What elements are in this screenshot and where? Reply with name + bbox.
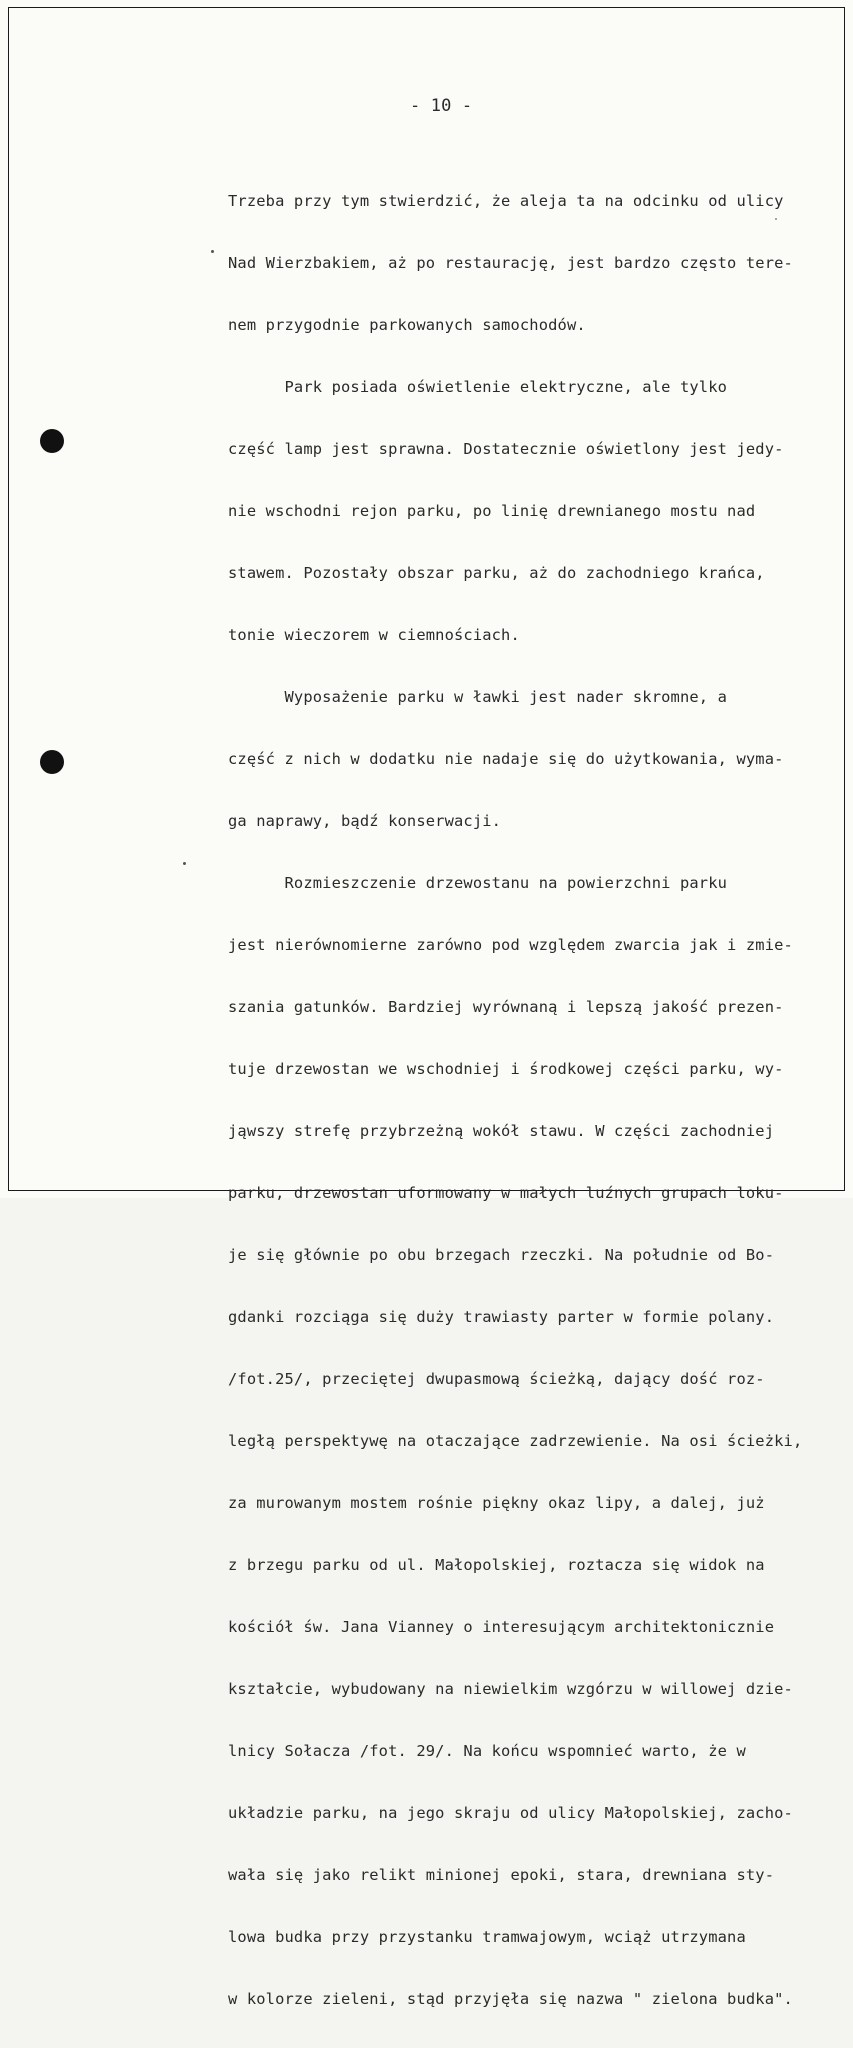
- text-line: parku, drzewostan uformowany w małych luźnych grupach loku-: [228, 1184, 784, 1202]
- text-line: część lamp jest sprawna. Dostatecznie oświetlony jest jedy-: [228, 440, 784, 458]
- text-line: Trzeba przy tym stwierdzić, że aleja ta na odcinku od ulicy: [228, 192, 784, 210]
- text-line: Wyposażenie parku w ławki jest nader skromne, a: [228, 688, 728, 706]
- text-line: stawem. Pozostały obszar parku, aż do zachodniego krańca,: [228, 564, 765, 582]
- text-line: je się głównie po obu brzegach rzeczki. Na południe od Bo-: [228, 1246, 775, 1264]
- text-line: jąwszy strefę przybrzeżną wokół stawu. W części zachodniej: [228, 1122, 775, 1140]
- text-line: kształcie, wybudowany na niewielkim wzgórzu w willowej dzie-: [228, 1680, 793, 1698]
- text-line: tuje drzewostan we wschodniej i środkowej części parku, wy-: [228, 1060, 784, 1078]
- ink-speck: [211, 250, 214, 253]
- punch-hole-top: [40, 429, 64, 453]
- text-line: ległą perspektywę na otaczające zadrzewienie. Na osi ścieżki,: [228, 1432, 803, 1450]
- text-line: jest nierównomierne zarówno pod względem zwarcia jak i zmie-: [228, 936, 793, 954]
- text-line: z brzegu parku od ul. Małopolskiej, roztacza się widok na: [228, 1556, 765, 1574]
- text-line: lnicy Sołacza /fot. 29/. Na końcu wspomnieć warto, że w: [228, 1742, 746, 1760]
- page-number: - 10 -: [410, 96, 473, 116]
- typewritten-body: [228, 152, 802, 2048]
- text-line: w kolorze zieleni, stąd przyjęła się nazwa " zielona budka".: [228, 1990, 793, 2008]
- text-line: tonie wieczorem w ciemnościach.: [228, 626, 520, 644]
- text-line: Rozmieszczenie drzewostanu na powierzchni parku: [228, 874, 728, 892]
- punch-hole-bottom: [40, 750, 64, 774]
- text-line: Nad Wierzbakiem, aż po restaurację, jest bardzo często tere-: [228, 254, 793, 272]
- text-line: /fot.25/, przeciętej dwupasmową ścieżką, dający dość roz-: [228, 1370, 765, 1388]
- text-line: Park posiada oświetlenie elektryczne, ale tylko: [228, 378, 728, 396]
- text-line: część z nich w dodatku nie nadaje się do użytkowania, wyma-: [228, 750, 784, 768]
- text-line: nem przygodnie parkowanych samochodów.: [228, 316, 586, 334]
- text-line: szania gatunków. Bardziej wyrównaną i lepszą jakość prezen-: [228, 998, 784, 1016]
- text-line: układzie parku, na jego skraju od ulicy Małopolskiej, zacho-: [228, 1804, 793, 1822]
- text-line: za murowanym mostem rośnie piękny okaz lipy, a dalej, już: [228, 1494, 765, 1512]
- ink-speck: [183, 862, 186, 865]
- text-line: lowa budka przy przystanku tramwajowym, wciąż utrzymana: [228, 1928, 746, 1946]
- text-line: nie wschodni rejon parku, po linię drewnianego mostu nad: [228, 502, 756, 520]
- text-line: ga naprawy, bądź konserwacji.: [228, 812, 502, 830]
- text-line: kościół św. Jana Vianney o interesującym architektonicznie: [228, 1618, 775, 1636]
- text-line: gdanki rozciąga się duży trawiasty parter w formie polany.: [228, 1308, 775, 1326]
- text-line: wała się jako relikt minionej epoki, stara, drewniana sty-: [228, 1866, 775, 1884]
